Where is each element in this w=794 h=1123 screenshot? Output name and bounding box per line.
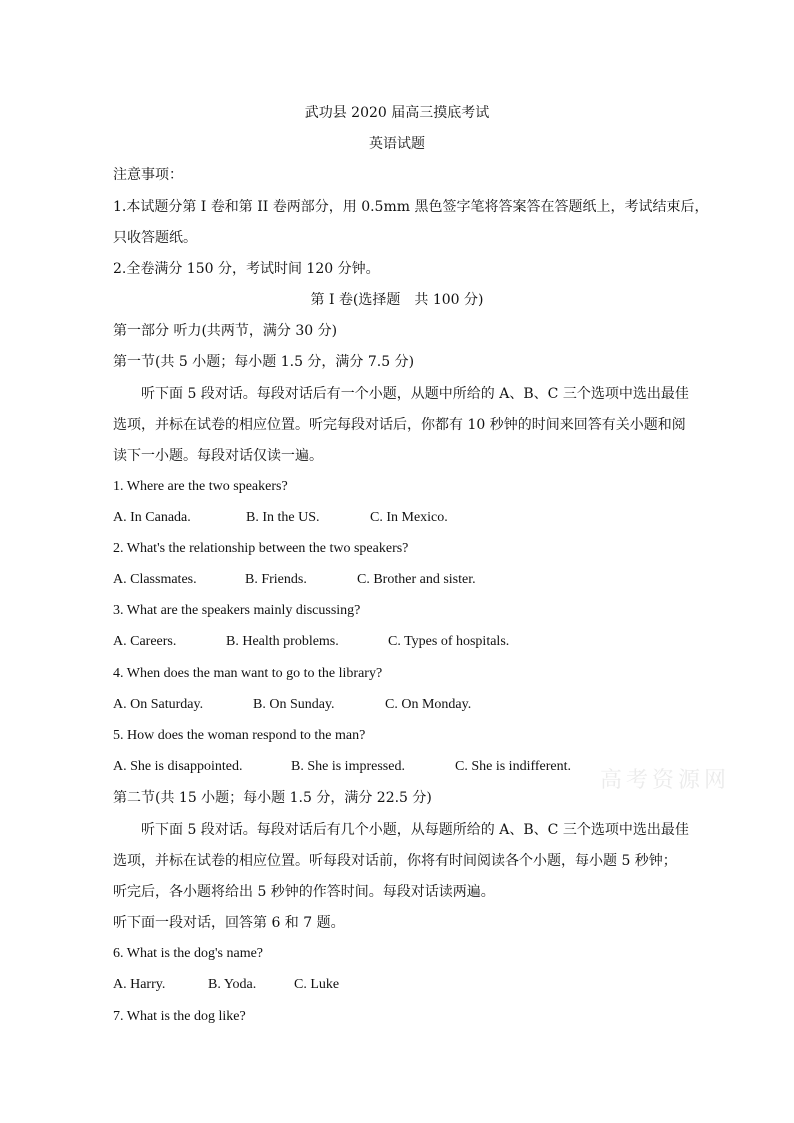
option-b: B. Friends. xyxy=(245,572,307,587)
option-a: A. In Canada. xyxy=(113,510,191,525)
exam-title: 武功县 2020 届高三摸底考试 xyxy=(304,105,490,121)
instruction-line: 听完后，各小题将给出 5 秒钟的作答时间。每段对话读两遍。 xyxy=(113,884,495,900)
part-heading: 第一部分 听力(共两节，满分 30 分) xyxy=(113,323,338,339)
option-b: B. On Sunday. xyxy=(253,697,335,712)
notice-heading: 注意事项： xyxy=(113,167,183,183)
option-a: A. On Saturday. xyxy=(113,697,204,712)
question-stem: 5. How does the woman respond to the man? xyxy=(113,728,366,743)
option-b: B. Yoda. xyxy=(208,977,257,992)
option-c: C. On Monday. xyxy=(385,697,472,712)
option-a: A. Classmates. xyxy=(113,572,197,587)
volume-heading: 第 I 卷(选择题 共 100 分) xyxy=(310,292,484,308)
option-a: A. Careers. xyxy=(113,634,177,649)
dialog-intro: 听下面一段对话，回答第 6 和 7 题。 xyxy=(113,915,345,931)
question-stem: 3. What are the speakers mainly discussing? xyxy=(113,603,361,618)
exam-subtitle: 英语试题 xyxy=(369,136,425,152)
option-a: A. She is disappointed. xyxy=(113,759,243,774)
notice-item-2: 2.全卷满分 150 分，考试时间 120 分钟。 xyxy=(113,261,380,277)
notice-item-1: 1.本试题分第 I 卷和第 II 卷两部分，用 0.5mm 黑色签字笔将答案答在答题纸上，考试结束后， xyxy=(113,199,709,215)
question-stem: 1. Where are the two speakers? xyxy=(113,479,288,494)
option-c: C. Luke xyxy=(294,977,340,992)
option-a: A. Harry. xyxy=(113,977,166,992)
notice-item-1-cont: 只收答题纸。 xyxy=(113,230,197,246)
instruction-line: 选项，并标在试卷的相应位置。听完每段对话后，你都有 10 秒钟的时间来回答有关小题和阅 xyxy=(113,417,686,433)
question-stem: 7. What is the dog like? xyxy=(113,1009,246,1024)
question-stem: 6. What is the dog's name? xyxy=(113,946,264,961)
section-heading: 第一节(共 5 小题；每小题 1.5 分，满分 7.5 分) xyxy=(113,354,415,370)
option-b: B. In the US. xyxy=(246,510,320,525)
question-stem: 4. When does the man want to go to the library? xyxy=(113,666,383,681)
instruction-line: 听下面 5 段对话。每段对话后有一个小题，从题中所给的 A、B、C 三个选项中选出最佳 xyxy=(141,386,689,402)
option-c: C. She is indifferent. xyxy=(455,759,572,774)
instruction-line: 选项，并标在试卷的相应位置。听每段对话前，你将有时间阅读各个小题，每小题 5 秒钟； xyxy=(113,853,677,869)
instruction-line: 听下面 5 段对话。每段对话后有几个小题，从每题所给的 A、B、C 三个选项中选出最佳 xyxy=(141,822,689,838)
option-b: B. Health problems. xyxy=(226,634,339,649)
option-b: B. She is impressed. xyxy=(291,759,405,774)
section-heading: 第二节(共 15 小题；每小题 1.5 分，满分 22.5 分) xyxy=(113,790,432,806)
option-c: C. Brother and sister. xyxy=(357,572,476,587)
watermark: 高考资源网 xyxy=(600,768,731,793)
option-c: C. Types of hospitals. xyxy=(388,634,510,649)
option-c: C. In Mexico. xyxy=(370,510,448,525)
question-stem: 2. What's the relationship between the two speakers? xyxy=(113,541,409,556)
instruction-line: 读下一小题。每段对话仅读一遍。 xyxy=(113,448,323,464)
